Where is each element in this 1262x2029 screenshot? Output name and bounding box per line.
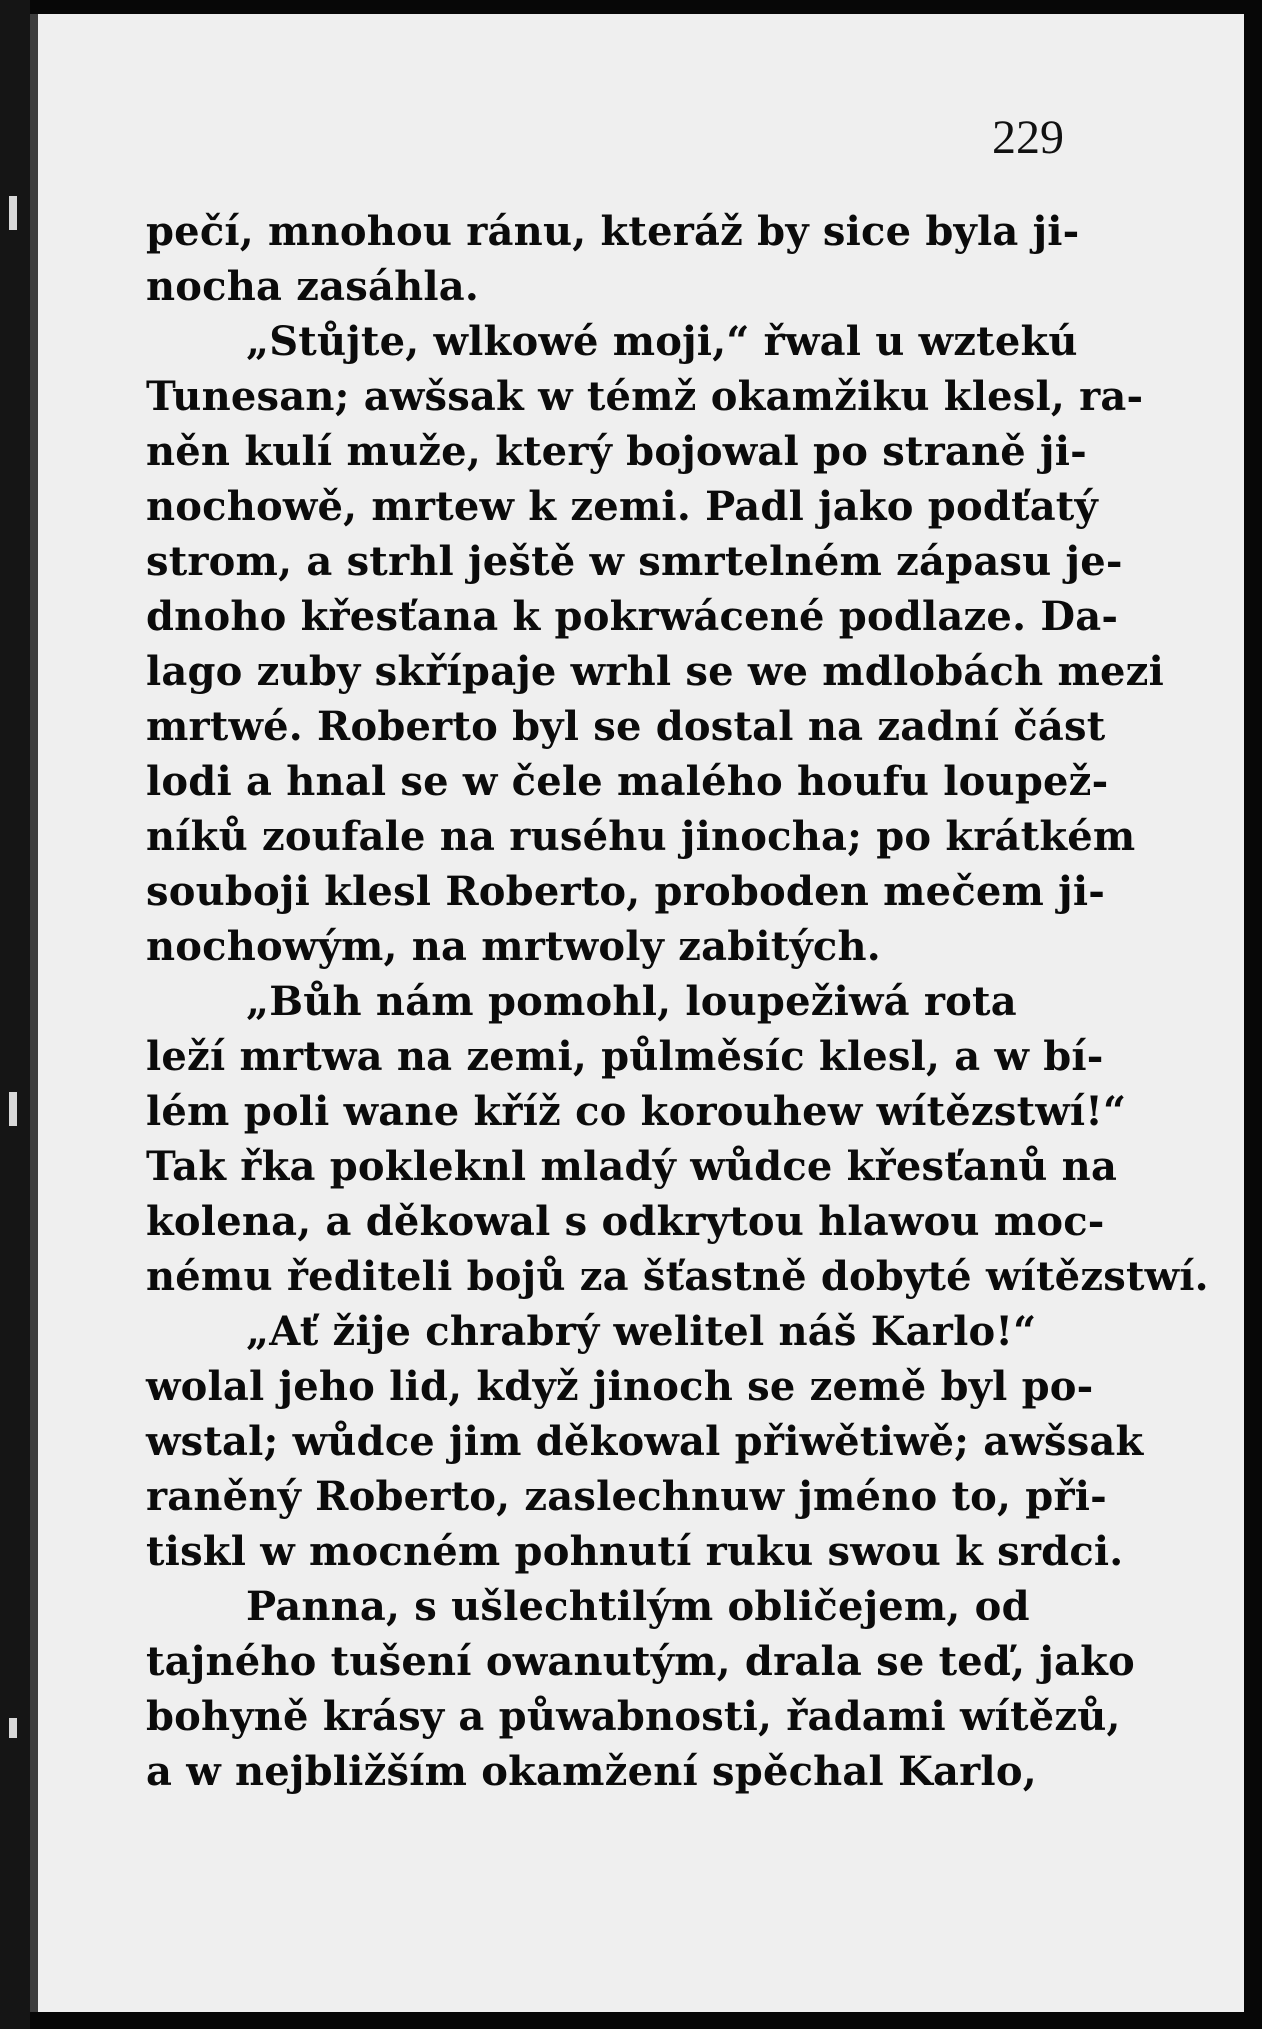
text-line: nochowě, mrtew k zemi. Padl jako podťatý	[146, 483, 1098, 530]
text-line: bohyně krásy a půwabnosti, řadami wítězů,	[146, 1693, 1121, 1740]
text-line: tajného tušení owanutým, drala se teď, jako	[146, 1638, 1135, 1685]
text-line: strom, a strhl ještě w smrtelném zápasu je-	[146, 538, 1123, 585]
text-line: lago zuby skřípaje wrhl se we mdlobách mezi	[146, 648, 1164, 695]
text-line: leží mrtwa na zemi, půlměsíc klesl, a w bí-	[146, 1033, 1104, 1080]
text-line: nochowým, na mrtwoly zabitých.	[146, 923, 881, 970]
text-line: kolena, a děkowal s odkrytou hlawou moc-	[146, 1198, 1105, 1245]
text-line: Tak řka pokleknl mladý wůdce křesťanů na	[146, 1143, 1118, 1190]
text-line: a w nejbližším okamžení spěchal Karlo,	[146, 1748, 1037, 1795]
text-line: něn kulí muže, který bojowal po straně ji-	[146, 428, 1087, 475]
text-line: pečí, mnohou ránu, kteráž by sice byla ji-	[146, 208, 1080, 255]
text-line: dnoho křesťana k pokrwácené podlaze. Da-	[146, 593, 1119, 640]
text-line: wolal jeho lid, když jinoch se země byl po-	[146, 1363, 1094, 1410]
text-line: „Ať žije chrabrý welitel náš Karlo!“	[246, 1308, 1037, 1355]
text-line: wstal; wůdce jim děkowal přiwětiwě; awšsak	[146, 1418, 1144, 1465]
book-page	[30, 14, 1244, 2012]
page-left-edge	[0, 0, 30, 2029]
text-line: „Stůjte, wlkowé moji,“ řwal u wztekú	[246, 318, 1078, 365]
text-line: souboji klesl Roberto, proboden mečem ji-	[146, 868, 1106, 915]
text-line: lodi a hnal se w čele malého houfu loupež-	[146, 758, 1109, 805]
text-line: níků zoufale na ruséhu jinocha; po krátkém	[146, 813, 1136, 860]
text-line: Tunesan; awšsak w témž okamžiku klesl, ra-	[146, 373, 1144, 420]
edge-mark	[9, 1092, 17, 1126]
text-line: nocha zasáhla.	[146, 263, 480, 310]
text-line: nému řediteli bojů za šťastně dobyté wítězstwí.	[146, 1253, 1209, 1300]
text-line: „Bůh nám pomohl, loupežiwá rota	[246, 978, 1017, 1025]
text-line: lém poli wane kříž co korouhew wítězstwí!“	[146, 1088, 1127, 1135]
text-line: raněný Roberto, zaslechnuw jméno to, při-	[146, 1473, 1107, 1520]
text-line: tiskl w mocném pohnutí ruku swou k srdci.	[146, 1528, 1124, 1575]
body-text	[146, 204, 1209, 1799]
text-line: Panna, s ušlechtilým obličejem, od	[246, 1583, 1030, 1630]
page-number: 229	[992, 111, 1064, 164]
edge-mark	[9, 1718, 17, 1738]
text-line: mrtwé. Roberto byl se dostal na zadní část	[146, 703, 1106, 750]
edge-mark	[9, 196, 17, 230]
